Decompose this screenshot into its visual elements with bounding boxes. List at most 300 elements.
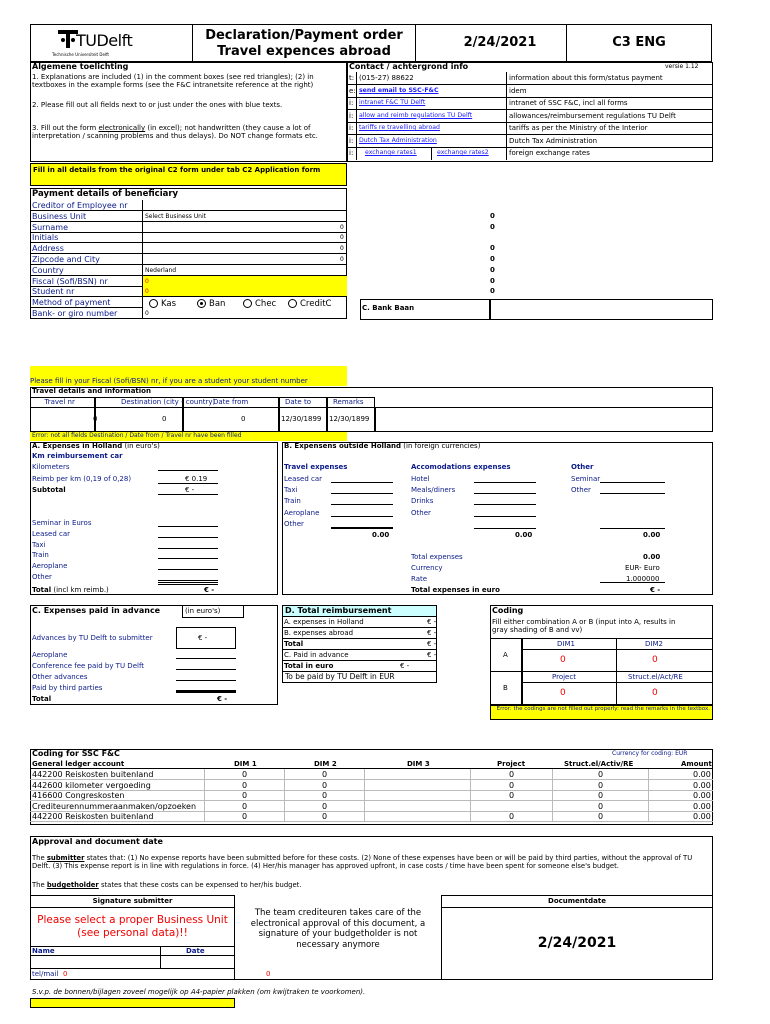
ssc-value: 0 — [322, 780, 328, 790]
general-info-p3-a: 3. Fill out the form — [32, 124, 99, 132]
contact-divider — [506, 85, 507, 98]
payment-option-creditc[interactable] — [288, 299, 332, 309]
travel-cell[interactable] — [95, 407, 183, 432]
section-b-travel-input[interactable] — [331, 516, 393, 517]
documentdate-value: 2/24/2021 — [537, 935, 617, 951]
contact-divider — [356, 85, 357, 98]
section-b-travel-label: Aeroplane — [284, 508, 320, 517]
section-a-item-label: Aeroplane — [32, 562, 68, 571]
section-d-label: C. Paid in advance — [284, 651, 349, 659]
payment-option-label: Chec — [255, 299, 277, 310]
section-c-total-label: Total — [32, 695, 52, 703]
version-label: versie 1.12 — [665, 63, 699, 70]
name-label: Name — [32, 947, 55, 955]
contact-link[interactable]: intranet F&C TU Delft — [359, 99, 426, 106]
rate-line — [600, 582, 665, 583]
section-c-item-label: Aeroplane — [32, 651, 68, 659]
ssc-value: 0.00 — [693, 780, 711, 790]
travel-value: 0 — [93, 415, 98, 423]
travel-error: Error: not all fields Destination / Date from / Travel nr have been filled — [30, 432, 347, 441]
section-c-item-label: Paid by third parties — [32, 684, 103, 692]
section-a-item-label: Other — [32, 573, 52, 581]
telmail-label: tel/mail — [32, 970, 59, 978]
contact-divider — [431, 147, 432, 160]
ben-label: Business Unit — [32, 211, 87, 221]
contact-divider — [506, 122, 507, 135]
ben-value-field[interactable] — [143, 200, 347, 211]
section-c-item-label: Other advances — [32, 673, 88, 681]
general-info-p2: 2. Please fill out all fields next to or just under the ones with blue texts. — [32, 101, 283, 109]
ssc-value: 0 — [598, 812, 604, 821]
ssc-value: 0 — [322, 812, 328, 821]
ssc-value: 0 — [509, 780, 515, 790]
ben-right-value: 0 — [490, 276, 495, 285]
section-d-value: € - — [427, 618, 437, 626]
section-d-row — [282, 639, 437, 650]
ssc-value: 0 — [598, 780, 604, 790]
tu-delft-logo — [52, 28, 166, 58]
section-d-value: € - — [427, 629, 437, 637]
kilometers-input[interactable] — [158, 470, 218, 471]
subtotal-label: Subtotal — [32, 486, 66, 494]
contact-key: i: — [349, 111, 354, 120]
radio-icon[interactable] — [243, 299, 252, 308]
payment-option-ban[interactable] — [197, 299, 225, 309]
travel-value: 12/30/1899 — [329, 415, 370, 423]
ben-right-value: 0 — [490, 265, 495, 274]
contact-key: i: — [349, 99, 354, 107]
section-d-value: € - — [427, 651, 437, 659]
section-c-unit: (in euro's) — [185, 607, 221, 615]
section-a-total-label: Total — [32, 586, 52, 594]
radio-icon[interactable] — [149, 299, 158, 308]
ssc-value: 0.00 — [693, 801, 711, 811]
coding-struct-label: Struct.el/Act/RE — [628, 673, 683, 681]
ben-label: Bank- or giro number — [32, 309, 118, 318]
contact-divider — [506, 97, 507, 110]
ben-value: 0 — [340, 256, 344, 263]
contact-link[interactable]: allow and reimb regulations TU Delft — [359, 111, 473, 119]
contact-key: e: — [349, 86, 356, 95]
ssc-value: 0 — [598, 791, 604, 800]
ben-value: 0 — [145, 310, 149, 317]
section-d-label: Total — [284, 640, 304, 648]
ben-value: Select Business Unit — [145, 212, 206, 220]
ben-right-value: 0 — [490, 222, 495, 231]
section-c-total-value: € - — [217, 695, 228, 703]
contact-divider — [356, 135, 357, 148]
section-b-travel-input[interactable] — [331, 493, 393, 494]
travel-cell[interactable] — [30, 407, 98, 432]
travel-cell[interactable] — [183, 407, 279, 432]
exchange-rates1-link[interactable]: exchange rates1 — [365, 149, 417, 156]
ssc-col-label: DIM 2 — [314, 760, 337, 768]
coding-dim2-label: DIM2 — [645, 640, 663, 648]
ssc-cell[interactable] — [470, 801, 552, 812]
coding-b-struct-input[interactable] — [616, 682, 713, 705]
contact-divider — [356, 147, 357, 160]
ssc-value: 0.00 — [693, 770, 711, 779]
total-in-euro-label: Total expenses in euro — [411, 586, 500, 594]
bank-name: C. Bank Baan — [362, 304, 415, 312]
ben-value: 0 — [340, 234, 344, 242]
section-b-other-label: Other — [571, 486, 591, 495]
section-b-travel-input[interactable] — [331, 482, 393, 483]
sum3-value: 0.00 — [643, 531, 661, 539]
contact-desc: information about this form/status payment — [509, 74, 663, 82]
coding-note: Fill either combination A or B (input into A, results in gray shading of B and vv) — [492, 618, 676, 635]
contact-desc: Dutch Tax Administration — [509, 136, 598, 145]
payment-option-label: Ban — [209, 299, 226, 310]
contact-desc: allowances/reimbursement regulations TU Delft — [509, 111, 676, 120]
section-a-total-line — [158, 582, 218, 585]
approval-budgetholder-text — [32, 881, 710, 889]
sum2-line — [474, 528, 536, 529]
travel-value: 12/30/1899 — [281, 415, 322, 423]
contact-divider — [356, 97, 357, 110]
coding-a-dim2-input[interactable] — [616, 649, 713, 672]
section-a-item-input[interactable] — [158, 548, 218, 549]
reimb-per-km-label: Reimb per km (0,19 of 0,28) — [32, 475, 132, 483]
ben-label: Student nr — [32, 287, 75, 297]
approval-text2-c: states that these costs can be expensed to her/his budget. — [98, 881, 302, 889]
ssc-col-label: DIM 3 — [407, 760, 430, 768]
kilometers-label: Kilometers — [32, 463, 70, 471]
travel-value: 0 — [162, 415, 167, 423]
payment-option-kas[interactable] — [149, 299, 176, 309]
ssc-value: 0 — [242, 812, 248, 821]
section-a-item-label: Train — [32, 551, 49, 560]
travel-col-label: Travel nr — [44, 398, 75, 406]
ben-value-field[interactable] — [143, 308, 347, 319]
ben-label: Initials — [32, 233, 59, 243]
section-a-title — [32, 443, 160, 450]
ssc-value: 0 — [322, 791, 328, 800]
other-expenses-title: Other — [571, 463, 594, 471]
ben-value-field[interactable] — [143, 222, 347, 233]
ssc-value: 0 — [598, 801, 604, 811]
total-expenses-label: Total expenses — [411, 553, 463, 561]
ben-right-value: 0 — [490, 287, 495, 296]
ben-right-value: 0 — [490, 244, 495, 253]
ben-label: Zipcode and City — [32, 255, 100, 264]
section-c-item-input[interactable] — [176, 680, 236, 681]
ben-right-value: 0 — [490, 255, 495, 263]
ssc-value: 442200 Reiskosten buitenland — [32, 813, 154, 821]
section-b-acc-label: Drinks — [411, 497, 434, 506]
form-code: C3 ENG — [612, 35, 666, 50]
contact-desc: intranet of SSC F&C, incl all forms — [509, 99, 628, 107]
section-a-title-text: A. Expenses in Holland — [32, 442, 123, 450]
section-a-item-input[interactable] — [158, 580, 218, 581]
section-c-item-input[interactable] — [176, 658, 236, 659]
subtotal-line — [158, 494, 218, 495]
ben-value-field[interactable] — [143, 286, 347, 297]
header-date: 2/24/2021 — [463, 35, 537, 50]
approval-text1-b: submitter — [46, 854, 85, 862]
ben-right-value: 0 — [490, 211, 495, 220]
ben-value-field[interactable] — [143, 276, 347, 287]
radio-icon[interactable] — [197, 299, 206, 308]
ssc-cell[interactable] — [364, 780, 470, 791]
ssc-value: 0 — [598, 770, 604, 779]
travel-col-label: Destination (city - country) — [121, 398, 216, 406]
section-b-other-label: Seminar — [571, 475, 601, 483]
ben-label: Method of payment — [32, 298, 111, 308]
ssc-value: 0.00 — [693, 812, 711, 821]
contact-link[interactable]: send email to SSC-F&C — [359, 86, 439, 94]
section-c-item-input[interactable] — [176, 669, 236, 670]
section-d-value: € - — [400, 662, 410, 670]
section-b-travel-label: Taxi — [284, 486, 298, 495]
approval-submitter-text — [32, 854, 710, 870]
contact-desc: tariffs as per the Ministry of the Interior — [509, 124, 648, 132]
ssc-value: 0 — [509, 770, 515, 779]
coding-a-dim2-value: 0 — [652, 655, 658, 665]
ssc-value: 0 — [322, 801, 328, 811]
coding-title: Coding — [492, 606, 524, 615]
reimb-line — [158, 483, 218, 484]
fiscal-number-note: Please fill in your Fiscal (Sofi/BSN) nr, if you are a student your student number — [30, 366, 347, 386]
approval-text1-a: The — [32, 854, 47, 862]
travel-expenses-title: Travel expenses — [284, 463, 348, 471]
to-be-paid-label: To be paid by TU Delft in EUR — [285, 672, 395, 681]
telmail-value-2: 0 — [266, 970, 271, 978]
section-d-label: A. expenses in Holland — [284, 618, 364, 626]
general-info-p3-c: (in excel); not handwritten (they cause a lot of interpretation / scanning problems and thus delays). Do NOT change formats etc. — [32, 124, 318, 141]
accommodation-title: Accomodations expenses — [411, 463, 511, 471]
ssc-col-label: Struct.el/Activ/RE — [564, 760, 634, 768]
logo-subtitle: Technische Universiteit Delft — [52, 52, 109, 57]
ssc-value: 442600 kilometer vergoeding — [32, 781, 151, 790]
footer-note: S.v.p. de bonnen/bijlagen zoveel mogelijk op A4-papier plakken (om kwijtraken te voorkomen). — [32, 988, 366, 996]
payment-option-label: CreditC — [300, 299, 332, 310]
ben-value: 0 — [340, 223, 344, 231]
beneficiary-title: Payment details of beneficiary — [32, 189, 179, 199]
ssc-coding-title: Coding for SSC F&C — [32, 749, 120, 758]
section-a-total — [32, 587, 109, 594]
total-in-euro-value: € - — [650, 586, 661, 594]
section-c-title-text: C. Expenses paid in advance — [32, 606, 161, 615]
ssc-value: 416600 Congreskosten — [32, 792, 125, 800]
coding-a-dim1-value: 0 — [560, 655, 566, 665]
ben-value: 0 — [145, 277, 149, 285]
section-b-travel-label: Other — [284, 519, 304, 528]
documentdate-title: Documentdate — [441, 897, 713, 908]
ben-value-field[interactable] — [143, 254, 347, 265]
ssc-value: 442200 Reiskosten buitenland — [32, 771, 154, 779]
section-c-title — [32, 607, 160, 615]
rate-label: Rate — [411, 575, 428, 583]
telmail-row — [30, 968, 235, 980]
coding-a-dim1-input[interactable] — [522, 649, 617, 672]
ssc-value: 0 — [509, 812, 515, 821]
approval-text2-a: The — [32, 881, 47, 889]
travel-value: 0 — [241, 415, 246, 423]
team-crediteuren-text: The team crediteuren takes care of the electronical approval of this document, a signature of your budgetholder is not necessary anymore — [250, 908, 426, 950]
contact-link[interactable]: Dutch Tax Administration — [359, 136, 437, 144]
contact-divider — [506, 110, 507, 123]
ssc-value: 0 — [242, 801, 248, 811]
contact-divider — [506, 135, 507, 148]
section-a-total-value: € - — [204, 586, 215, 594]
section-a-total-note: (incl km reimb.) — [51, 586, 109, 594]
section-a-unit: (in euro's) — [122, 442, 160, 450]
coding-b-struct-value: 0 — [652, 688, 658, 698]
coding-error: Error: the codings are not filled out properly: read the remarks in the textbox. — [490, 705, 713, 720]
payment-option-label: Kas — [161, 299, 177, 310]
ssc-value: 0.00 — [693, 791, 711, 800]
section-b-acc-input[interactable] — [474, 504, 536, 505]
approval-title: Approval and document date — [32, 837, 163, 846]
section-b-other-input[interactable] — [600, 493, 665, 494]
approval-text1-c: states that: (1) No expense reports have been submitted before for these costs. (2) None of these expenses have been or will be paid by third parties, without the approval of TU Delft. (3) This expense report is in line with regulations in force. (4) Her/his manager has approved upfront, in case costs / time have been spent for someone else's budget. — [32, 854, 693, 871]
ben-value-field[interactable] — [143, 243, 347, 254]
section-b-acc-label: Meals/diners — [411, 486, 456, 495]
ben-label: Fiscal (Sofi/BSN) nr — [32, 276, 108, 286]
section-a-item-input[interactable] — [158, 537, 218, 538]
signature-title: Signature submitter — [30, 897, 235, 908]
section-c-total-line — [176, 690, 236, 693]
currency-label: Currency — [411, 564, 443, 572]
ssc-col-label: Amount — [681, 760, 712, 768]
coding-project-label: Project — [552, 673, 576, 681]
footer-yellow-bar — [30, 998, 235, 1008]
coding-dim1-label: DIM1 — [557, 640, 575, 648]
form-title-line2: Travel expences abroad — [217, 44, 391, 59]
advances-value: € - — [198, 634, 208, 642]
section-b-travel-input[interactable] — [331, 504, 393, 505]
section-c-item-label: Conference fee paid by TU Delft — [32, 662, 145, 670]
fill-details-note: Fill in all details from the original C2 form under tab C2 Application form — [30, 163, 347, 186]
section-b-acc-input[interactable] — [474, 516, 536, 517]
section-d-title: D. Total reimbursement — [285, 606, 392, 615]
travel-col-label: Date from — [213, 398, 249, 406]
general-info-p1: 1. Explanations are included (1) in the comment boxes (see red triangles); (2) in textboxes in the example forms (see the F&C intranetsite reference at the right) — [32, 73, 314, 90]
ssc-col-label: DIM 1 — [234, 760, 257, 768]
form-title-line1: Declaration/Payment order — [205, 28, 403, 43]
total-expenses-value: 0.00 — [643, 553, 661, 561]
contact-key: i: — [349, 149, 354, 157]
travel-title: Travel details and information — [32, 387, 151, 395]
general-info-p3-b: electronically — [98, 124, 146, 132]
sum2-value: 0.00 — [515, 531, 533, 539]
contact-divider — [356, 72, 357, 85]
coding-a-label: A — [503, 651, 508, 659]
ssc-value: 0 — [322, 770, 328, 779]
section-b-travel-label: Train — [284, 497, 301, 506]
ssc-value: Crediteurennummeraanmaken/opzoeken — [32, 802, 197, 811]
travel-col-label: Remarks — [333, 398, 364, 406]
contact-key: t: — [349, 74, 355, 82]
section-b-acc-label: Other — [411, 508, 431, 517]
rate-value[interactable]: 1.000000 — [626, 575, 660, 583]
section-b-title-text: B. Expensens outside Holland — [284, 442, 402, 450]
ssc-cell[interactable] — [364, 790, 470, 801]
section-b-acc-input[interactable] — [474, 493, 536, 494]
radio-icon[interactable] — [288, 299, 297, 308]
signature-warning: Please select a proper Business Unit (see personal data)!! — [37, 914, 228, 939]
ben-value: 0 — [340, 245, 344, 253]
general-info-title: Algemene toelichting — [32, 62, 129, 71]
contact-divider — [506, 147, 507, 160]
telmail-value: 0 — [63, 970, 68, 978]
advances-label: Advances by TU Delft to submitter — [32, 634, 153, 642]
section-a-item-label: Seminar in Euros — [32, 519, 92, 527]
section-a-item-input[interactable] — [158, 569, 218, 570]
ssc-cell[interactable] — [364, 769, 470, 780]
ssc-value: 0 — [242, 770, 248, 779]
currency-value[interactable]: EUR- Euro — [625, 564, 660, 572]
ssc-cell[interactable] — [364, 811, 470, 822]
ben-value: Nederland — [145, 266, 177, 274]
approval-text2-b: budgetholder — [46, 881, 99, 889]
sum1-line — [331, 528, 393, 529]
ben-value: 0 — [145, 288, 149, 296]
ben-value-field[interactable] — [143, 232, 347, 243]
ben-label: Address — [32, 244, 64, 254]
ssc-col-label: Project — [497, 760, 526, 768]
contact-divider — [356, 122, 357, 135]
ssc-cell[interactable] — [364, 801, 470, 812]
travel-remarks-cell[interactable] — [375, 407, 713, 432]
reimb-per-km-value: € 0.19 — [185, 475, 208, 483]
ssc-value: 0 — [242, 780, 248, 790]
contact-title: Contact / achtergrond info — [349, 62, 469, 71]
section-b-travel-label: Leased car — [284, 475, 323, 483]
date-label: Date — [186, 947, 205, 955]
coding-b-project-value: 0 — [560, 688, 566, 698]
sum3-line — [600, 528, 665, 529]
contact-divider — [356, 110, 357, 123]
exchange-rates2-link[interactable]: exchange rates2 — [437, 149, 489, 156]
sum1-value: 0.00 — [372, 531, 390, 539]
section-d-label: Total in euro — [284, 662, 334, 670]
section-b-acc-input[interactable] — [474, 482, 536, 483]
contact-divider — [506, 72, 507, 85]
section-d-label: B. expenses abroad — [284, 629, 354, 637]
ben-label: Creditor of Employee nr — [32, 201, 128, 210]
ben-label: Country — [32, 265, 64, 275]
section-a-item-input[interactable] — [158, 526, 218, 527]
section-a-item-input[interactable] — [158, 558, 218, 559]
contact-desc: foreign exchange rates — [509, 149, 590, 157]
contact-link[interactable]: tariffs re travelling abroad — [359, 124, 440, 131]
contact-key: i: — [349, 124, 354, 132]
km-reimbursement-title: Km reimbursement car — [32, 452, 123, 460]
section-d-value: € - — [427, 640, 437, 648]
ben-label: Surname — [32, 222, 68, 232]
contact-link: (015-27) 88622 — [359, 74, 414, 82]
logo-text: TUDelft — [76, 31, 133, 50]
ssc-value: 0 — [509, 791, 515, 800]
ssc-col-label: General ledger account — [32, 760, 125, 768]
coding-b-project-input[interactable] — [522, 682, 617, 705]
section-b-title — [284, 443, 480, 450]
date-col-divider — [160, 946, 161, 969]
subtotal-value: € - — [185, 486, 195, 494]
section-b-other-input[interactable] — [600, 482, 665, 483]
payment-option-chec[interactable] — [243, 299, 276, 309]
section-b-acc-label: Hotel — [411, 475, 430, 483]
ssc-currency: Currency for coding: EUR — [612, 750, 688, 757]
general-info-p3 — [32, 124, 344, 141]
contact-desc: idem — [509, 86, 527, 95]
bank-extra-cell — [490, 299, 713, 320]
contact-key: i: — [349, 136, 354, 145]
section-b-unit: (in foreign currencies) — [401, 442, 481, 450]
section-a-item-label: Taxi — [32, 540, 46, 549]
